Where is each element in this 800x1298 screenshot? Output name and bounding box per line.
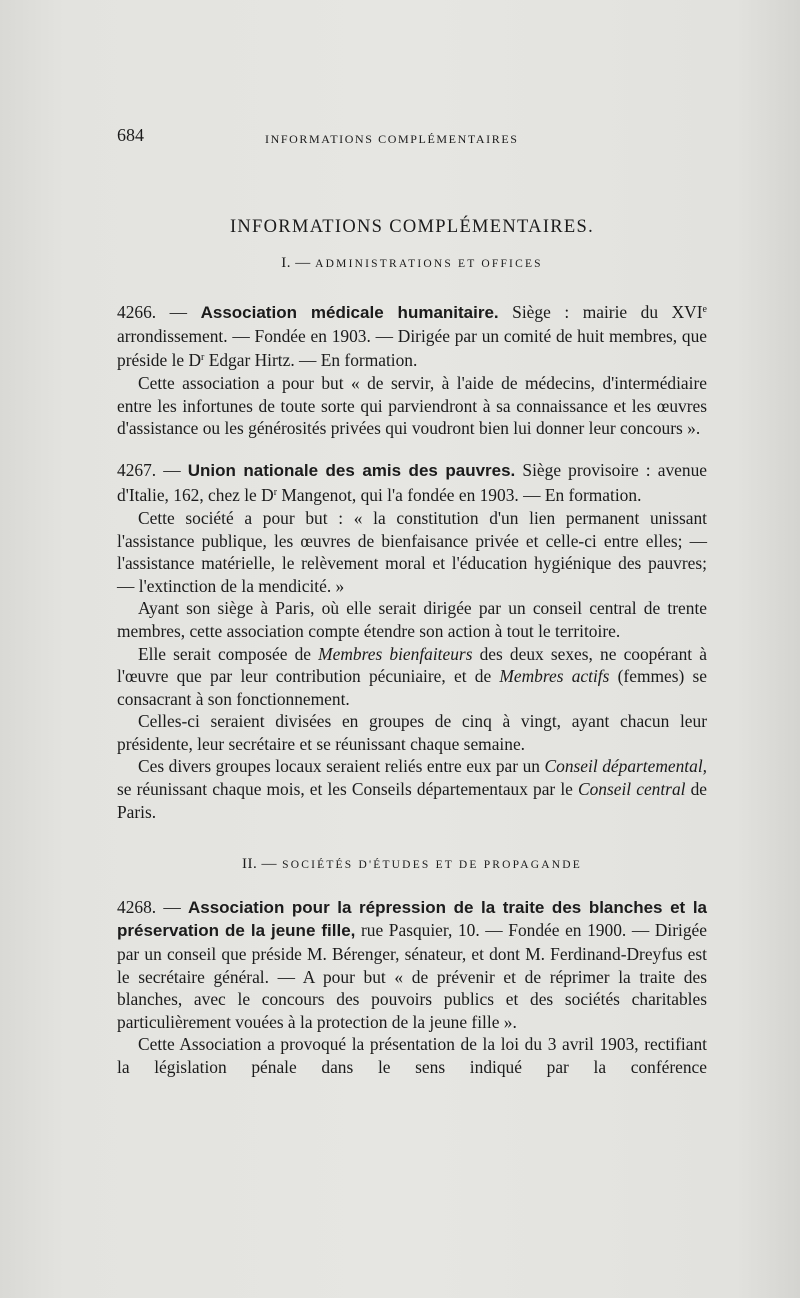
text-run: (femmes) se consacrant à son fonctionnement. bbox=[117, 666, 707, 709]
italic-term: Membres actifs bbox=[499, 666, 610, 687]
page-header bbox=[117, 120, 707, 144]
entry-text: arrondissement. — Fondée en 1903. — Dirigée par un comité de huit membres, que préside le D bbox=[117, 325, 707, 371]
entry-number: 4267. — bbox=[117, 459, 181, 480]
entry-text: Siège provisoire : avenue d'Italie, 162, chez le D bbox=[117, 459, 707, 506]
section-number: II. — bbox=[242, 856, 278, 873]
section-title: SOCIÉTÉS D'ÉTUDES ET DE PROPAGANDE bbox=[282, 859, 582, 872]
entry-number: 4268. — bbox=[117, 896, 181, 917]
entry-text: Edgar Hirtz. — En formation. bbox=[204, 350, 418, 371]
entry-name: Association pour la répression de la traite des blanches et la préservation de la jeune fille, bbox=[117, 897, 707, 941]
entry-name: Union nationale des amis des pauvres. bbox=[187, 460, 516, 480]
italic-term: Conseil central bbox=[577, 779, 686, 800]
entry-text: rue Pasquier, 10. — Fondée en 1900. — Dirigée par un conseil que préside M. Bérenger, sénateur, et dont M. Ferdinand-Dreyfus est le secrétaire général. — A pour but « de prévenir et de réprimer la traite des blanches, avec le concours des pouvoirs publics et des sociétés charitables particulièrement vouées à la protection de la jeune fille ». bbox=[117, 920, 707, 1032]
entry-4268 bbox=[117, 896, 707, 1034]
section-heading-2 bbox=[117, 853, 707, 877]
paragraph bbox=[117, 755, 707, 823]
entry-text: Mangenot, qui l'a fondée en 1903. — En formation. bbox=[277, 485, 642, 506]
entry-4266 bbox=[117, 299, 707, 372]
running-title: INFORMATIONS COMPLÉMENTAIRES bbox=[265, 132, 519, 146]
page-text bbox=[117, 120, 707, 1079]
paragraph: Ayant son siège à Paris, où elle serait dirigée par un conseil central de trente membres, cette association compte étendre son action à tout le territoire. bbox=[117, 598, 707, 641]
page-number: 684 bbox=[117, 125, 144, 145]
chapter-title: INFORMATIONS COMPLÉMENTAIRES. bbox=[229, 217, 595, 237]
entry-text: Siège : mairie du XVI bbox=[498, 302, 703, 323]
text-run: des deux sexes, ne coopérant à l'œuvre que par leur contribution pécuniaire, et de bbox=[117, 643, 707, 687]
text-run: de Paris. bbox=[117, 779, 707, 822]
section-heading-1 bbox=[117, 252, 707, 276]
paragraph: Cette association a pour but « de servir, à l'aide de médecins, d'intermédiaire entre les infortunes de toute sorte qui parviendront à sa connaissance et les œuvres d'assistance ou les générosités privées qui voudront bien lui donner leur concours ». bbox=[117, 372, 707, 439]
entry-4267 bbox=[117, 459, 707, 507]
paragraph bbox=[117, 643, 707, 711]
text-run: Ces divers groupes locaux seraient reliés entre eux par un bbox=[138, 756, 545, 777]
entry-name: Association médicale humanitaire. bbox=[200, 303, 499, 323]
section-number: I. — bbox=[281, 254, 311, 271]
superscript: r bbox=[273, 487, 278, 499]
text-run: se réunissant chaque mois, et les Conseils départementaux par le bbox=[117, 779, 578, 800]
paragraph: Celles-ci seraient divisées en groupes de cinq à vingt, ayant chacun leur présidente, leur secrétaire et se réunissant chaque semaine. bbox=[117, 711, 707, 754]
paragraph: Cette société a pour but : « la constitution d'un lien permanent unissant l'assistance publique, les œuvres de bienfaisance privée et celle-ci entre elles; — l'assistance matérielle, le relèvement moral et l'éducation hygiénique des pauvres; — l'extinction de la mendicité. » bbox=[117, 507, 707, 596]
entry-number: 4266. — bbox=[117, 302, 188, 323]
superscript: r bbox=[201, 352, 205, 364]
italic-term: Membres bienfaiteurs bbox=[318, 643, 473, 664]
italic-term: Conseil départemental, bbox=[544, 756, 708, 777]
superscript: e bbox=[702, 304, 707, 316]
text-run: Elle serait composée de bbox=[138, 643, 319, 664]
section-title: ADMINISTRATIONS ET OFFICES bbox=[315, 257, 543, 270]
paragraph: Cette Association a provoqué la présentation de la loi du 3 avril 1903, rectifiant la législation pénale dans le sens indiqué par la conférence bbox=[117, 1034, 707, 1077]
